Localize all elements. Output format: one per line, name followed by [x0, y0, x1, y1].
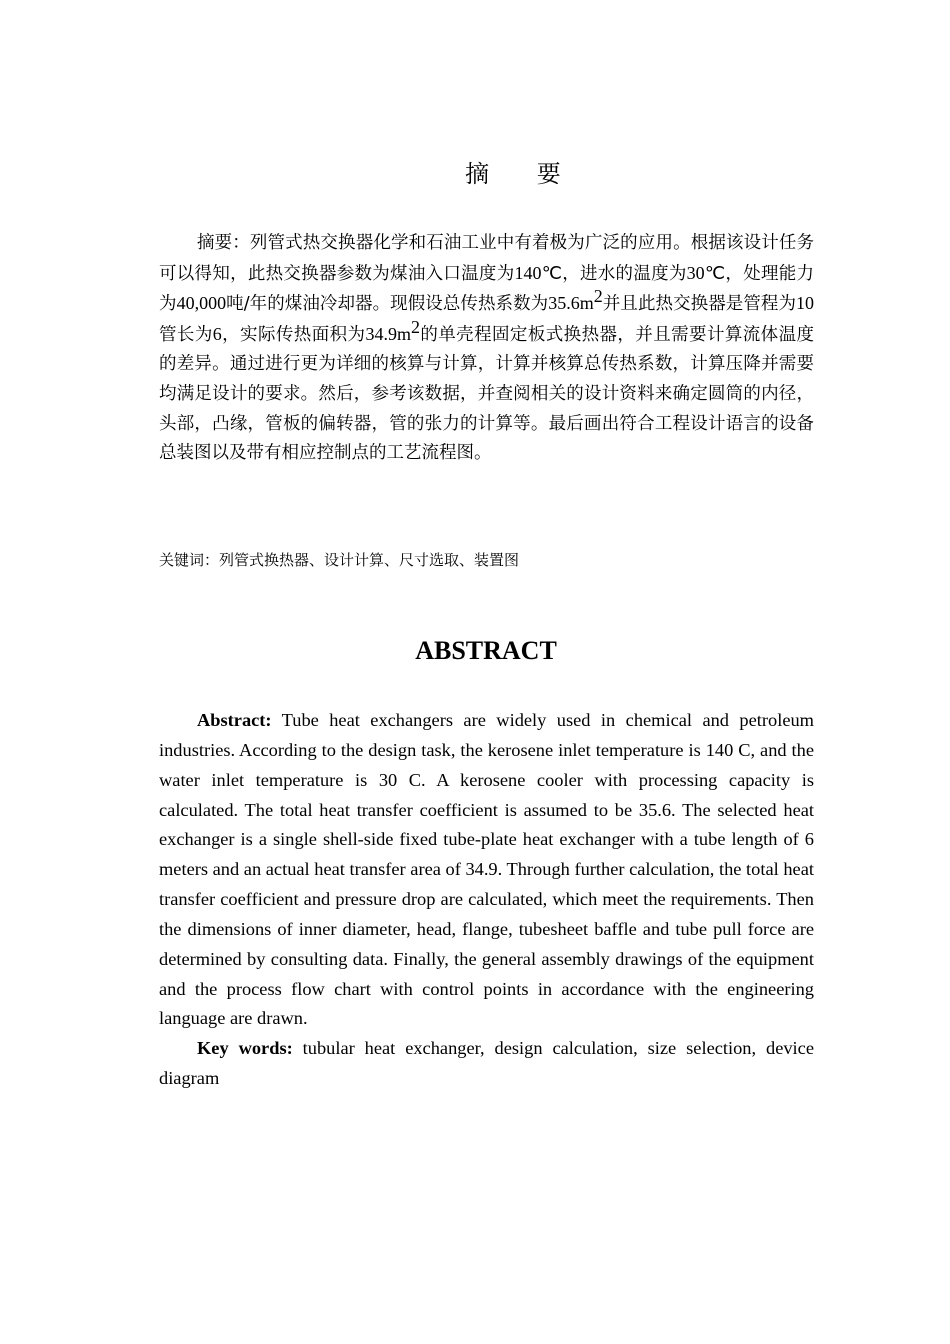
superscript-2: 2 — [410, 316, 420, 337]
area-value: 34.9m — [365, 323, 411, 344]
tube-passes-value: 10 — [796, 293, 815, 314]
tube-length-value: 6 — [212, 323, 222, 344]
cn-text-6: 管长为 — [159, 324, 213, 345]
capacity-value: 40,000 — [176, 293, 227, 314]
heat-coeff-value: 35.6m — [548, 293, 594, 314]
superscript-1: 2 — [593, 286, 603, 307]
cn-text-7: ，实际传热面积为 — [221, 324, 366, 345]
water-inlet-temp: 30℃ — [686, 262, 726, 283]
cn-abstract-paragraph — [159, 229, 814, 469]
kerosene-inlet-temp: 140℃ — [514, 262, 563, 283]
cn-abstract-title: 摘 要 — [465, 160, 581, 188]
cn-text-lead: 摘要：列管式热交换器化学和石油工业中有着极为广泛的应用。根据该设计任务可以得知，此热交换器参数为煤油入口温度为 — [159, 233, 814, 284]
cn-text-2: ，进水的温度为 — [562, 263, 687, 284]
cn-text-5: 并且此热交换器是管程为 — [602, 294, 797, 315]
en-abstract-text: Tube heat exchangers are widely used in chemical and petroleum industries. According to the design task, the kerosene inlet temperature is 140 C, and the water inlet temperature is 30 C. A kerosene cooler with processing capacity is calculated. The total heat transfer coefficient is assumed to be 35.6. The selected heat exchanger is a single shell-side fixed tube-plate heat exchanger with a tube length of 6 meters and an actual heat transfer area of 34.9. Through further calculation, the total heat transfer coefficient and pressure drop are calculated, which meet the requirements. Then the dimensions of inner diameter, head, flange, tubesheet baffle and tube pull force are determined by consulting data. Finally, the general assembly drawings of the equipment and the process flow chart with control points in accordance with the engineering language are drawn. — [159, 710, 814, 1029]
cn-text-8: 的单壳程固定板式换热器，并且需要计算流体温度的差异。通过进行更为详细的核算与计算，计算并核算总传热系数，计算压降并需要均满足设计的要求。然后，参考该数据，并查阅相关的设计资料来确定圆筒的内径，头部，凸缘，管板的偏转器，管的张力的计算等。最后画出符合工程设计语言的设备总装图以及带有相应控制点的工艺流程图。 — [159, 324, 815, 464]
en-keywords-paragraph — [159, 1034, 814, 1094]
en-keywords-label: Key words: — [197, 1038, 293, 1058]
cn-text-4: 吨/年的煤油冷却器。现假设总传热系数为 — [226, 294, 549, 315]
en-keywords-text: tubular heat exchanger, design calculation, size selection, device diagram — [159, 1038, 814, 1088]
cn-keywords: 关键词：列管式换热器、设计计算、尺寸选取、装置图 — [159, 551, 520, 569]
cn-text-3: ，处理能力为 — [159, 263, 815, 315]
en-abstract-title: ABSTRACT — [415, 636, 557, 665]
en-abstract-paragraph — [159, 706, 814, 1034]
en-abstract-label: Abstract: — [197, 710, 272, 730]
